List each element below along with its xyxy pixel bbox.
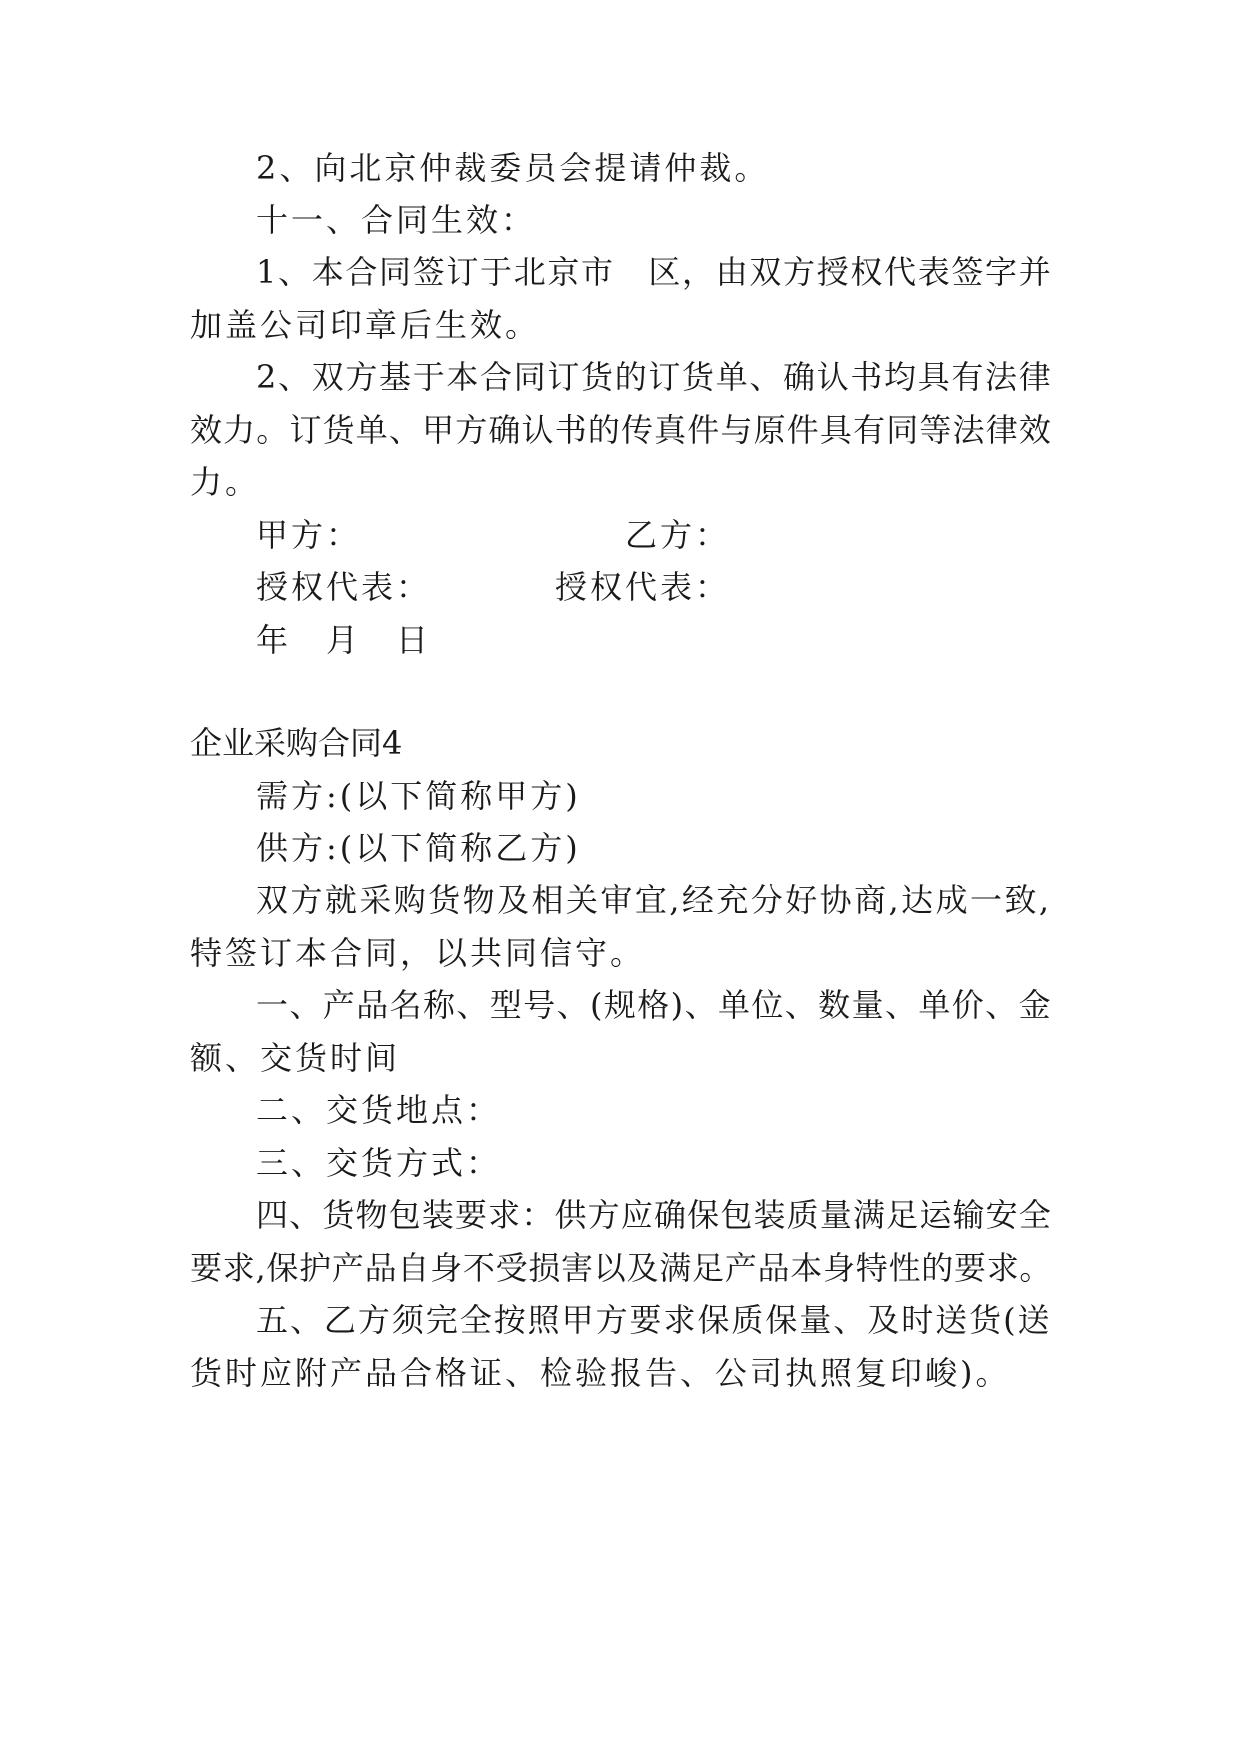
effect-clause-1-line-1: 1、本合同签订于北京市 区，由双方授权代表签字并 [256,253,1053,291]
preamble-line-1: 双方就采购货物及相关审宜,经充分好协商,达成一致, [256,881,1052,919]
section-5-line-1: 五、乙方须完全按照甲方要求保质保量、及时送货(送 [256,1301,1052,1339]
party-signature-line: 甲方： 乙方： [256,516,731,554]
section-1-line-1: 一、产品名称、型号、(规格)、单位、数量、单价、金 [256,986,1052,1024]
section-5-line-2: 货时应附产品合格证、检验报告、公司执照复印峻)。 [190,1354,1011,1392]
section-2-delivery-place: 二、交货地点： [256,1091,502,1129]
effect-clause-2-line-2: 效力。订货单、甲方确认书的传真件与原件具有同等法律效 [190,411,1053,449]
supplier-party-line: 供方:(以下简称乙方) [256,829,581,867]
section-1-line-2: 额、交货时间 [190,1039,401,1077]
effect-clause-2-line-3: 力。 [190,463,261,501]
contract-4-title: 企业采购合同4 [190,724,403,762]
section-4-line-2: 要求,保护产品自身不受损害以及满足产品本身特性的要求。 [190,1249,1053,1287]
preamble-line-2: 特签订本合同，以共同信守。 [190,934,646,972]
date-line: 年 月 日 [256,621,432,659]
effect-clause-1-line-2: 加盖公司印章后生效。 [190,306,541,344]
representative-signature-line: 授权代表： 授权代表： [256,568,731,606]
section-4-line-1: 四、货物包装要求：供方应确保包装质量满足运输安全 [256,1196,1053,1234]
arbitration-clause-2: 2、向北京仲裁委员会提请仲裁。 [256,149,770,187]
effect-clause-2-line-1: 2、双方基于本合同订货的订货单、确认书均具有法律 [256,358,1053,396]
section-11-heading: 十一、合同生效： [256,201,537,239]
section-3-delivery-method: 三、交货方式： [256,1144,502,1182]
buyer-party-line: 需方:(以下简称甲方) [256,777,581,815]
